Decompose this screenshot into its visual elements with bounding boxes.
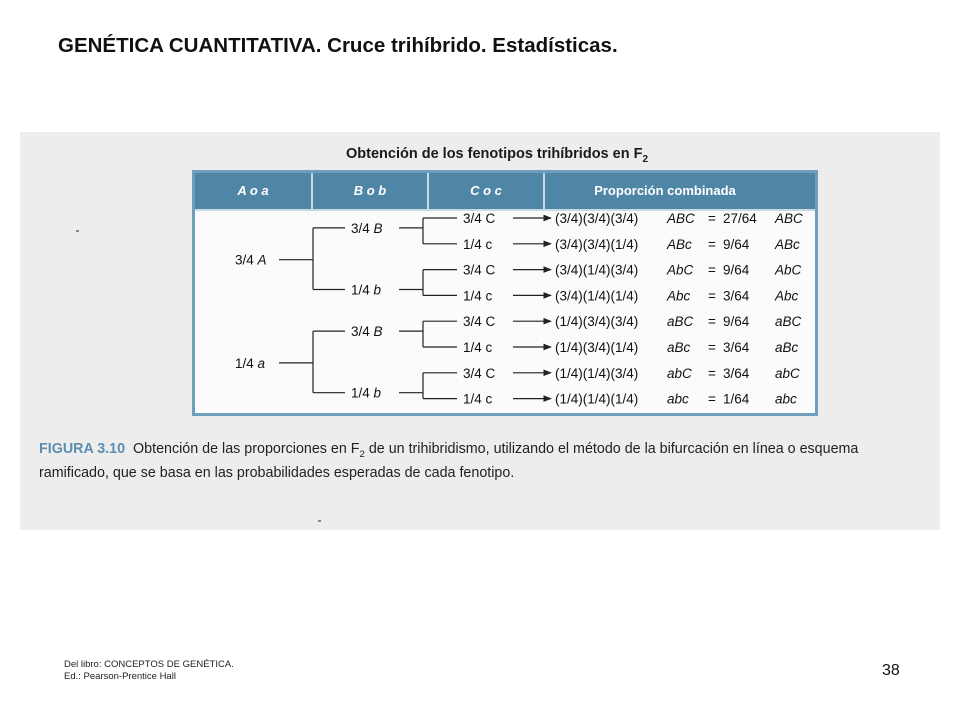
header-combined-proportion: Proporción combinada: [594, 183, 736, 198]
phenotype-label: aBC: [775, 314, 802, 330]
genotype-label: Abc: [667, 288, 691, 304]
probability-product: (1/4)(1/4)(1/4): [555, 391, 639, 407]
caption-subscript: 2: [359, 448, 365, 460]
a-allele-label: 1/4 a: [235, 355, 266, 371]
equals-sign: =: [708, 365, 716, 381]
combined-ratio: 3/64: [723, 288, 750, 304]
genotype-label: aBc: [667, 340, 691, 355]
figure-title: [346, 146, 648, 165]
probability-product: (3/4)(1/4)(3/4): [555, 262, 639, 278]
genotype-label: aBC: [667, 314, 694, 330]
slide-title: GENÉTICA CUANTITATIVA. Cruce trihíbrido. Estadísticas.: [58, 34, 618, 57]
genotype-label: AbC: [667, 262, 694, 278]
branching-diagram: [195, 173, 815, 413]
b-allele-label: 3/4 B: [351, 324, 383, 340]
caption-text: Obtención de las proporciones en F: [133, 441, 360, 457]
combined-ratio: 9/64: [723, 262, 750, 278]
caption-label: FIGURA 3.10: [39, 441, 126, 457]
genotype-label: abc: [667, 391, 689, 407]
combined-ratio: 1/64: [723, 391, 750, 407]
c-allele-label: 3/4 C: [463, 211, 496, 226]
combined-ratio: 9/64: [723, 236, 750, 252]
combined-ratio: 3/64: [723, 365, 750, 381]
equals-sign: =: [708, 391, 716, 407]
page-number: 38: [882, 662, 900, 679]
equals-sign: =: [708, 314, 716, 330]
c-allele-label: 3/4 C: [463, 314, 496, 330]
b-allele-label: 1/4 b: [351, 282, 382, 298]
equals-sign: =: [708, 262, 716, 278]
source-credit: [64, 659, 234, 683]
combined-ratio: 3/64: [723, 340, 750, 355]
probability-product: (1/4)(3/4)(1/4): [555, 340, 639, 355]
header-a-or-a: A o a: [237, 183, 269, 198]
figure-title-subscript: 2: [642, 153, 649, 165]
figure-table: [192, 170, 818, 416]
c-allele-label: 1/4 c: [463, 340, 493, 355]
phenotype-label: abC: [775, 365, 800, 381]
equals-sign: =: [708, 211, 716, 226]
figure-caption: [39, 440, 919, 483]
c-allele-label: 1/4 c: [463, 288, 493, 304]
equals-sign: =: [708, 340, 716, 355]
c-allele-label: 3/4 C: [463, 262, 496, 278]
scan-speck: [318, 520, 321, 522]
equals-sign: =: [708, 288, 716, 304]
credit-line-publisher: Ed.: Pearson-Prentice Hall: [64, 671, 176, 682]
figure-title-text: Obtención de los fenotipos trihíbridos en F: [346, 146, 643, 162]
a-allele-label: 3/4 A: [235, 252, 267, 268]
phenotype-label: Abc: [775, 288, 799, 304]
c-allele-label: 1/4 c: [463, 236, 493, 252]
probability-product: (3/4)(1/4)(1/4): [555, 288, 639, 304]
header-b-or-b: B o b: [353, 183, 387, 198]
phenotype-label: ABc: [775, 236, 800, 252]
probability-product: (1/4)(3/4)(3/4): [555, 314, 639, 330]
genotype-label: abC: [667, 365, 692, 381]
probability-product: (3/4)(3/4)(3/4): [555, 211, 639, 226]
equals-sign: =: [708, 236, 716, 252]
credit-line-book: Del libro: CONCEPTOS DE GENÉTICA.: [64, 659, 234, 670]
header-c-or-c: C o c: [470, 183, 502, 198]
phenotype-label: abc: [775, 391, 797, 407]
phenotype-label: ABC: [775, 211, 803, 226]
combined-ratio: 27/64: [723, 211, 757, 226]
probability-product: (1/4)(1/4)(3/4): [555, 365, 639, 381]
c-allele-label: 1/4 c: [463, 391, 493, 407]
genotype-label: ABc: [667, 236, 692, 252]
phenotype-label: aBc: [775, 340, 799, 355]
scan-speck: [76, 230, 79, 232]
caption-text-continued: de un trihibridismo, utilizando el método de la bifurcación en línea o esquema ramificado, que se basa en las probabilidades esperadas de cada fenotipo.: [39, 441, 859, 481]
b-allele-label: 3/4 B: [351, 220, 383, 236]
genotype-label: ABC: [667, 211, 695, 226]
probability-product: (3/4)(3/4)(1/4): [555, 236, 639, 252]
c-allele-label: 3/4 C: [463, 365, 496, 381]
b-allele-label: 1/4 b: [351, 385, 382, 401]
phenotype-label: AbC: [775, 262, 802, 278]
combined-ratio: 9/64: [723, 314, 750, 330]
